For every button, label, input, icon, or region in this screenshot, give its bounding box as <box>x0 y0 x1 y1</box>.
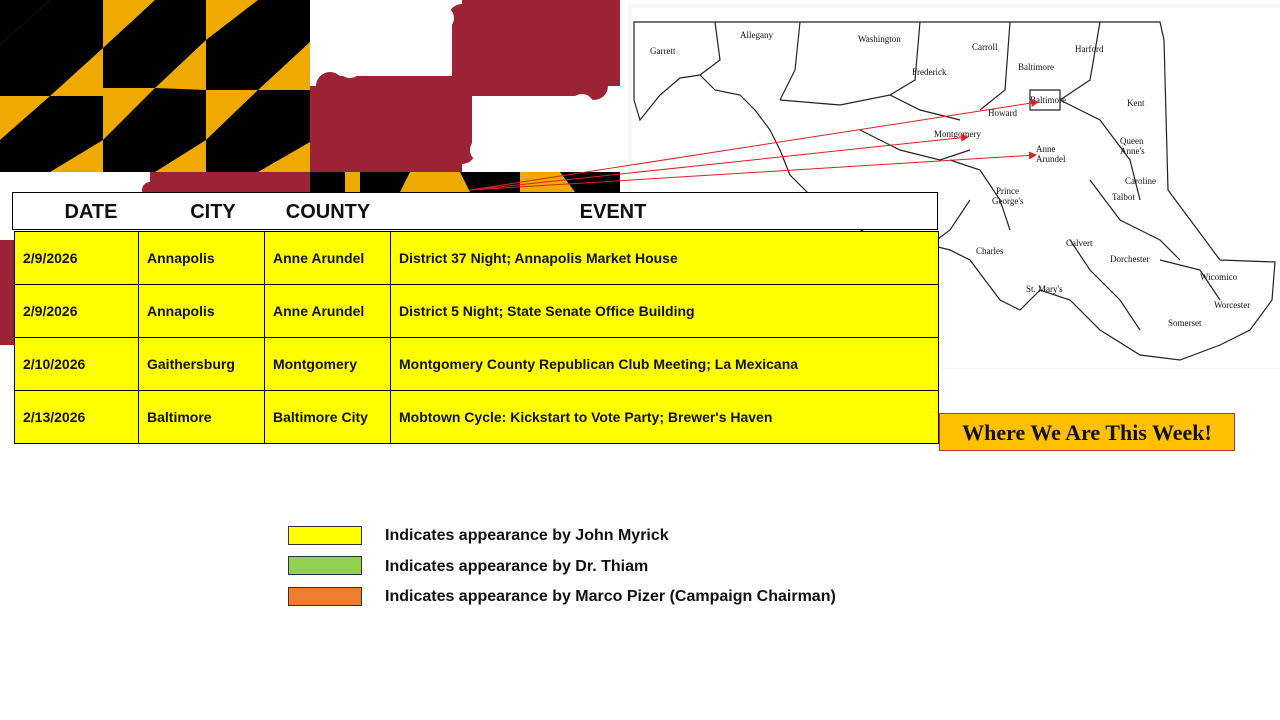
svg-text:Calvert: Calvert <box>1066 238 1093 248</box>
svg-text:Dorchester: Dorchester <box>1110 254 1150 264</box>
svg-text:St. Mary's: St. Mary's <box>1026 284 1063 294</box>
svg-text:Talbot: Talbot <box>1112 192 1135 202</box>
cell-county: Anne Arundel <box>265 232 391 285</box>
svg-text:Prince: Prince <box>996 186 1019 196</box>
cell-county: Baltimore City <box>265 391 391 444</box>
schedule-table <box>14 231 939 444</box>
svg-text:Baltimore: Baltimore <box>1018 62 1054 72</box>
cell-event: District 37 Night; Annapolis Market House <box>391 232 939 285</box>
cell-county: Anne Arundel <box>265 285 391 338</box>
legend-label-pizer: Indicates appearance by Marco Pizer (Campaign Chairman) <box>385 588 836 605</box>
cell-date: 2/9/2026 <box>15 232 139 285</box>
cell-city: Annapolis <box>139 285 265 338</box>
svg-text:Wicomico: Wicomico <box>1200 272 1238 282</box>
svg-text:Washington: Washington <box>858 34 901 44</box>
svg-text:Carroll: Carroll <box>972 42 998 52</box>
header-date: DATE <box>64 201 118 223</box>
cell-date: 2/9/2026 <box>15 285 139 338</box>
svg-text:Worcester: Worcester <box>1214 300 1251 310</box>
svg-text:Howard: Howard <box>988 108 1017 118</box>
legend-swatch-orange <box>288 587 362 606</box>
svg-text:Garrett: Garrett <box>650 46 676 56</box>
svg-text:Arundel: Arundel <box>1036 154 1066 164</box>
svg-text:Queen: Queen <box>1120 136 1144 146</box>
cell-city: Gaithersburg <box>139 338 265 391</box>
table-row <box>15 338 939 391</box>
legend-swatch-green <box>288 556 362 575</box>
cell-date: 2/13/2026 <box>15 391 139 444</box>
table-row <box>15 285 939 338</box>
svg-text:Caroline: Caroline <box>1125 176 1156 186</box>
where-we-are-badge: Where We Are This Week! <box>939 413 1235 451</box>
cell-county: Montgomery <box>265 338 391 391</box>
svg-text:Frederick: Frederick <box>912 67 947 77</box>
svg-text:Allegany: Allegany <box>740 30 773 40</box>
cell-city: Baltimore <box>139 391 265 444</box>
legend-swatch-yellow <box>288 526 362 545</box>
schedule-header <box>12 192 938 230</box>
svg-text:Charles: Charles <box>976 246 1004 256</box>
svg-text:Montgomery: Montgomery <box>934 129 981 139</box>
svg-text:Harford: Harford <box>1075 44 1104 54</box>
cell-date: 2/10/2026 <box>15 338 139 391</box>
legend-label-thiam: Indicates appearance by Dr. Thiam <box>385 558 649 575</box>
svg-text:Baltimore: Baltimore <box>1030 95 1066 105</box>
cell-event: District 5 Night; State Senate Office Building <box>391 285 939 338</box>
header-city: CITY <box>190 201 236 223</box>
header-event: EVENT <box>579 201 647 223</box>
svg-text:Somerset: Somerset <box>1168 318 1202 328</box>
cell-event: Montgomery County Republican Club Meeting; La Mexicana <box>391 338 939 391</box>
cell-city: Annapolis <box>139 232 265 285</box>
cell-event: Mobtown Cycle: Kickstart to Vote Party; Brewer's Haven <box>391 391 939 444</box>
svg-text:George's: George's <box>992 196 1024 206</box>
table-row <box>15 232 939 285</box>
header-county: COUNTY <box>285 201 371 223</box>
table-row <box>15 391 939 444</box>
legend-label-myrick: Indicates appearance by John Myrick <box>385 527 669 544</box>
svg-text:Anne: Anne <box>1036 144 1056 154</box>
svg-text:Anne's: Anne's <box>1120 146 1145 156</box>
svg-text:Kent: Kent <box>1127 98 1145 108</box>
